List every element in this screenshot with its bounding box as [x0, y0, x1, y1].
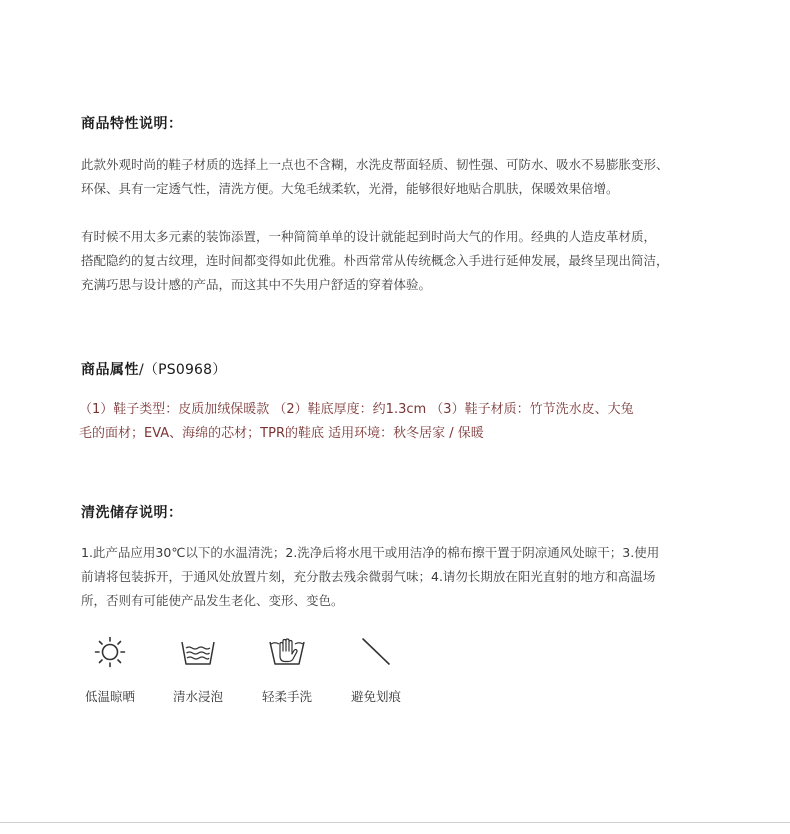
care-item-no-scratch [336, 636, 416, 705]
attributes-heading [81, 359, 226, 379]
care-title: 清洗储存说明： [81, 505, 183, 521]
care-label: 清水浸泡 [172, 689, 223, 704]
care-item-hand-wash [247, 636, 327, 705]
paragraph-line: 所，否则有可能使产品发生老化、变形、变色。 [81, 593, 344, 608]
attributes-line: 毛的面材；EVA、海绵的芯材；TPR的鞋底 适用环境：秋冬居家 / 保暖 [79, 426, 484, 441]
paragraph-line: 1.此产品应用30℃以下的水温清洗；2.洗净后将水甩干或用洁净的棉布擦干置于阴凉通风处晾干；3.使用 [81, 545, 660, 560]
attributes-model-code: /（PS0968） [139, 362, 227, 378]
sun-dry-icon [94, 636, 126, 668]
paragraph-line: 搭配隐约的复古纹理，连时间都变得如此优雅。朴西常常从传统概念入手进行延伸发展，最终呈现出简洁， [81, 253, 669, 268]
paragraph-line: 环保、具有一定透气性，清洗方便。大兔毛绒柔软，光滑，能够很好地贴合肌肤，保暖效果倍增。 [81, 181, 619, 196]
paragraph-line: 此款外观时尚的鞋子材质的选择上一点也不含糊，水洗皮帮面轻质、韧性强、可防水、吸水不易膨胀变形、 [81, 157, 669, 172]
care-label: 低温晾晒 [84, 689, 135, 704]
no-scratch-icon [359, 636, 393, 668]
care-item-water-soak [158, 636, 238, 705]
paragraph-line: 有时候不用太多元素的装饰添置，一种简简单单的设计就能起到时尚大气的作用。经典的人造皮革材质， [81, 229, 657, 244]
care-item-sun-dry [70, 636, 150, 705]
hand-wash-icon [268, 636, 306, 668]
care-paragraph [81, 541, 659, 613]
features-title: 商品特性说明： [81, 116, 183, 132]
attributes-line: （1）鞋子类型：皮质加绒保暖款 （2）鞋底厚度：约1.3cm （3）鞋子材质：竹节洗水皮、大兔 [79, 402, 634, 417]
care-label: 轻柔手洗 [261, 689, 312, 704]
care-label: 避免划痕 [350, 689, 401, 704]
bottom-divider [0, 822, 790, 823]
paragraph-line: 前请将包装拆开，于通风处放置片刻，充分散去残余微弱气味；4.请勿长期放在阳光直射的地方和高温场 [81, 569, 656, 584]
features-paragraph-2 [81, 225, 669, 297]
features-paragraph-1 [81, 153, 669, 201]
attributes-details [79, 398, 634, 446]
paragraph-line: 充满巧思与设计感的产品，而这其中不失用户舒适的穿着体验。 [81, 277, 432, 292]
water-soak-icon [180, 636, 216, 668]
attributes-title: 商品属性 [81, 362, 139, 378]
